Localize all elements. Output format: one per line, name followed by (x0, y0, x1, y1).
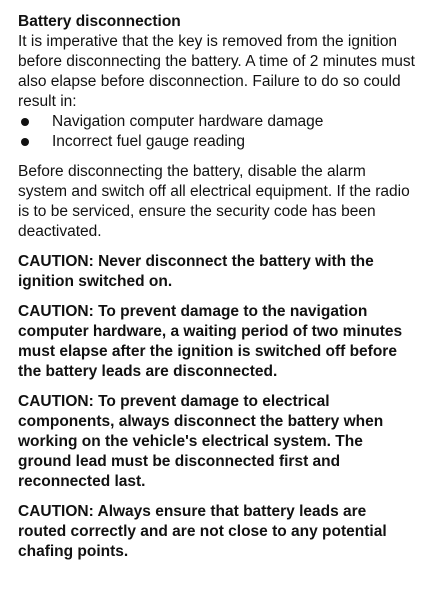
bullet-icon (18, 132, 52, 152)
list-item-text: Navigation computer hardware damage (52, 113, 324, 130)
caution-note: CAUTION: Always ensure that battery leads are routed correctly and are not close to any potential chafing points. (18, 503, 387, 560)
consequence-list (18, 112, 418, 152)
caution-note: CAUTION: To prevent damage to the navigation computer hardware, a waiting period of two minutes must elapse after the ignition is switched off before the battery leads are disconnected. (18, 303, 403, 380)
list-item (18, 132, 418, 152)
list-item (18, 112, 418, 132)
caution-note: CAUTION: To prevent damage to electrical components, always disconnect the battery when working on the vehicle's electrical system. The ground lead must be disconnected first and reconnected last. (18, 393, 384, 490)
bullet-icon (18, 112, 52, 132)
caution-note: CAUTION: Never disconnect the battery with the ignition switched on. (18, 253, 374, 290)
intro-paragraph: It is imperative that the key is removed from the ignition before disconnecting the battery. A time of 2 minutes must also elapse before disconnection. Failure to do so could result in: (18, 33, 415, 110)
list-item-text: Incorrect fuel gauge reading (52, 133, 246, 150)
section-title: Battery disconnection (18, 13, 181, 30)
body-paragraph: Before disconnecting the battery, disable the alarm system and switch off all electrical equipment. If the radio is to be serviced, ensure the security code has been deactivated. (18, 163, 410, 240)
